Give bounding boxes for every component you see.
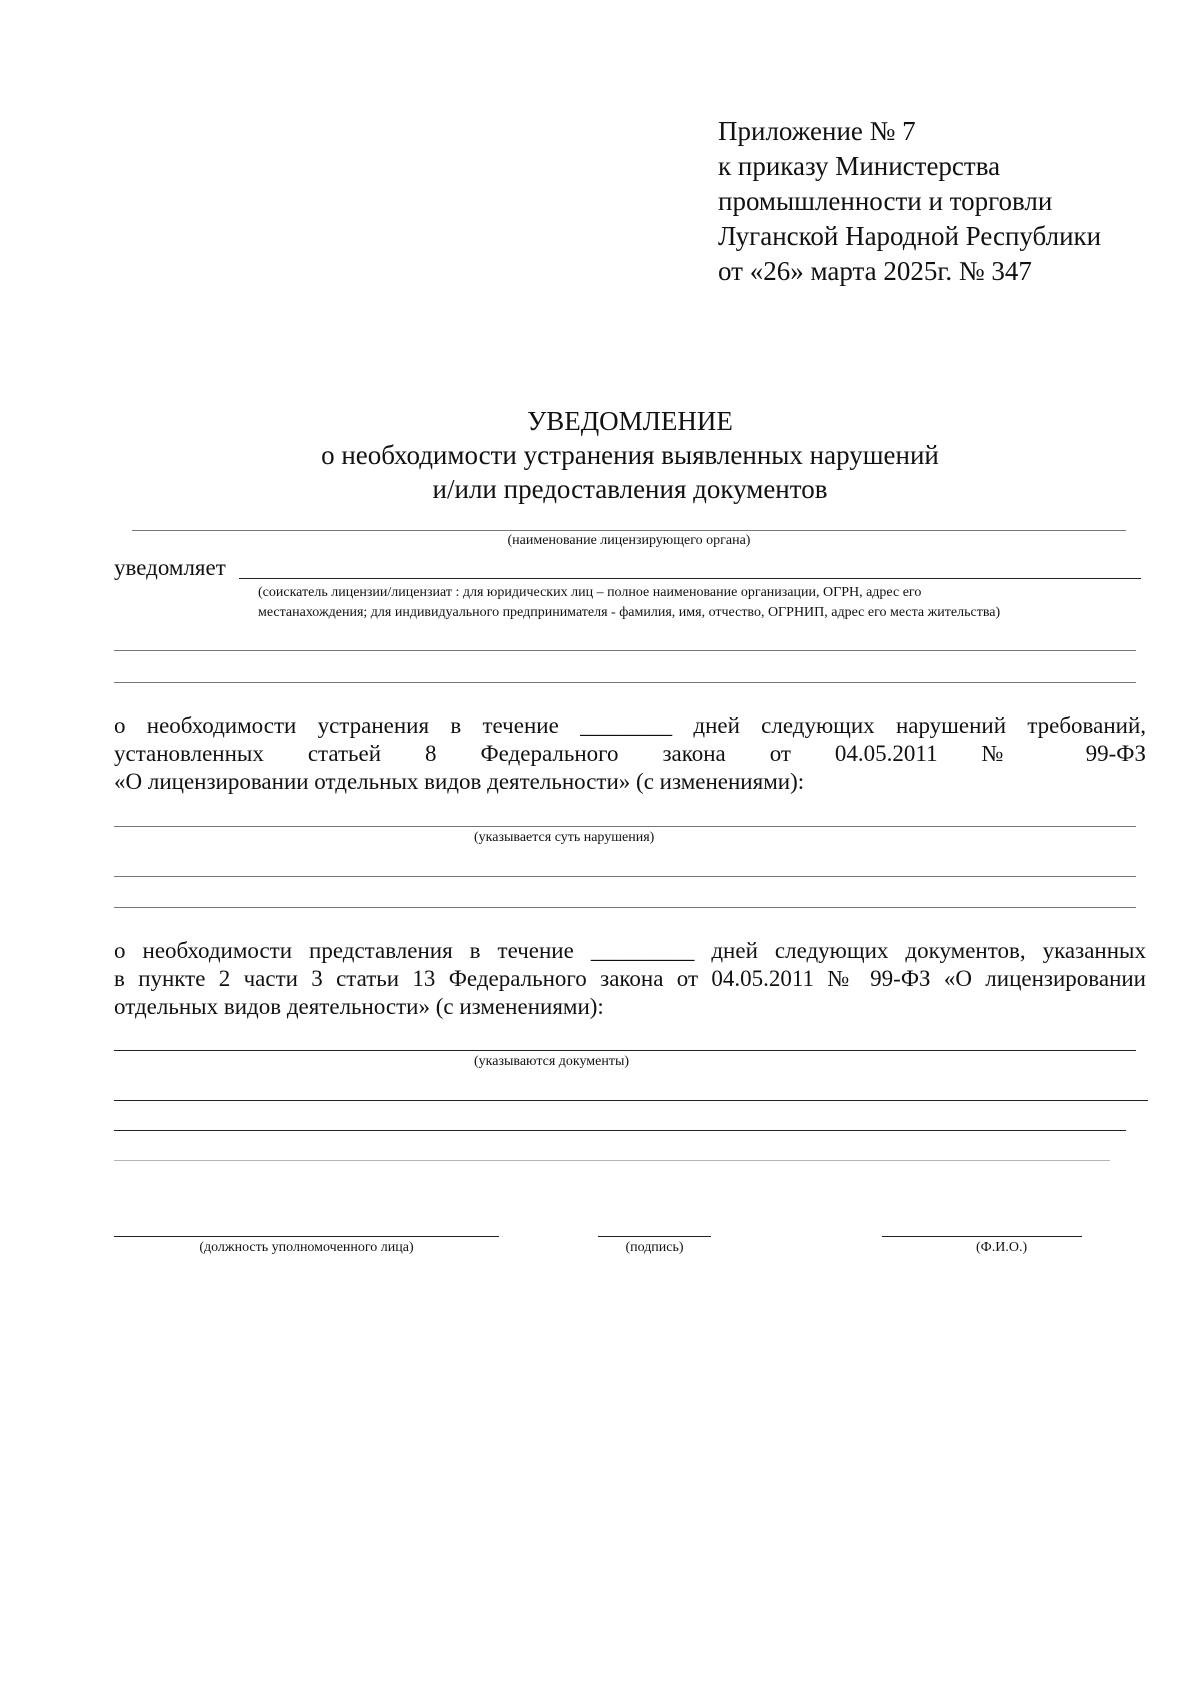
signature-caption: (подпись) — [625, 1240, 684, 1255]
violations-line-3: «О лицензировании отдельных видов деятельности» (с изменениями): — [114, 769, 805, 794]
violations-extra-line-1 — [114, 876, 1136, 877]
applicant-extra-line-2 — [114, 682, 1136, 683]
violations-caption: (указывается суть нарушения) — [474, 830, 655, 845]
violations-paragraph — [114, 712, 1146, 796]
applicant-caption-2: местанахождения; для индивидуального предпринимателя - фамилия, имя, отчество, ОГРНИП, адрес его места жительства) — [258, 605, 1001, 620]
documents-paragraph — [114, 937, 1146, 1021]
notifies-label: уведомляет — [114, 555, 226, 580]
documents-line-2: в пункте 2 части 3 статьи 13 Федерального закона от 04.05.2011 № 99-ФЗ «О лицензировании — [114, 966, 1146, 991]
appendix-ministry: промышленности и торговли — [718, 186, 1053, 216]
documents-line-1: о необходимости представления в течение _________ дней следующих документов, указанных — [114, 938, 1146, 963]
documents-line-3: отдельных видов деятельности» (с изменениями): — [114, 994, 604, 1019]
name-caption: (Ф.И.О.) — [976, 1240, 1028, 1255]
appendix-number: Приложение № 7 — [718, 116, 916, 146]
documents-extra-line-2 — [114, 1130, 1126, 1131]
position-caption: (должность уполномоченного лица) — [199, 1240, 414, 1255]
title-main: УВЕДОМЛЕНИЕ — [527, 406, 733, 436]
violations-line — [114, 826, 1136, 827]
document-title — [0, 404, 1200, 506]
applicant-extra-line-1 — [114, 650, 1136, 651]
documents-caption: (указываются документы) — [474, 1054, 630, 1069]
position-line — [114, 1236, 499, 1237]
violations-line-2: установленных статьей 8 Федерального закона от 04.05.2011 № 99-ФЗ — [114, 741, 1146, 766]
licensing-body-caption: (наименование лицензирующего органа) — [507, 533, 751, 548]
appendix-order-ref: к приказу Министерства — [718, 151, 1001, 181]
title-subtitle-2: и/или предоставления документов — [432, 474, 828, 504]
signature-line — [598, 1236, 711, 1237]
name-line — [882, 1236, 1082, 1237]
documents-extra-line-3 — [114, 1160, 1110, 1161]
documents-line — [114, 1050, 1136, 1051]
appendix-header — [718, 114, 1101, 289]
appendix-republic: Луганской Народной Республики — [718, 221, 1102, 251]
applicant-line — [239, 578, 1141, 579]
appendix-date-number: от «26» марта 2025г. № 347 — [718, 256, 1032, 286]
violations-line-1: о необходимости устранения в течение ________ дней следующих нарушений требований, — [114, 713, 1146, 738]
documents-extra-line-1 — [114, 1100, 1148, 1101]
violations-extra-line-2 — [114, 907, 1136, 908]
licensing-body-line — [132, 530, 1126, 531]
title-subtitle-1: о необходимости устранения выявленных нарушений — [321, 440, 939, 470]
applicant-caption-1: (соискатель лицензии/лицензиат : для юридических лиц – полное наименование организации, ОГРН, адрес его — [258, 585, 922, 600]
